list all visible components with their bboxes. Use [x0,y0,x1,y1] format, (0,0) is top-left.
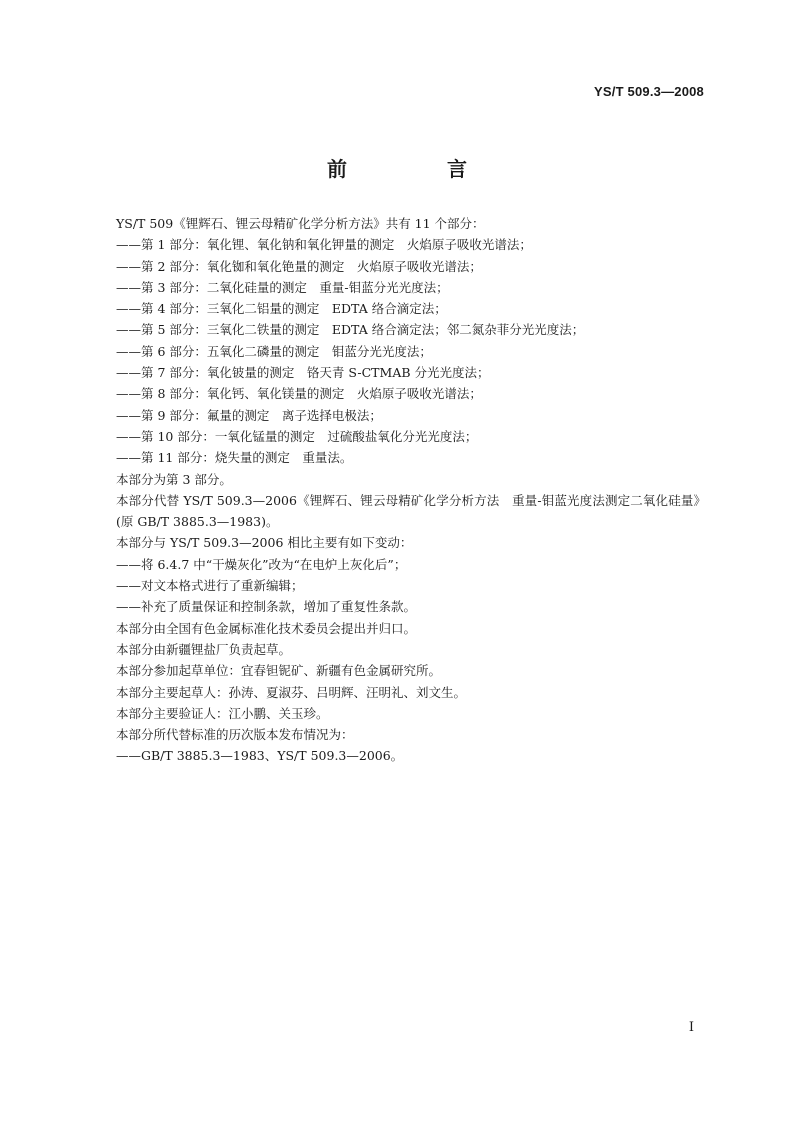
list-item: ——第 10 部分：一氧化锰量的测定 过硫酸盐氧化分光光度法； [116,428,478,444]
list-item: ——第 5 部分：三氧化二铁量的测定 EDTA 络合滴定法；邻二氮杂菲分光光度法； [116,322,585,338]
paragraph: YS/T 509《锂辉石、锂云母精矿化学分析方法》共有 11 个部分： [116,216,485,231]
list-item: ——对文本格式进行了重新编辑； [116,578,304,594]
paragraph: 本部分主要起草人：孙涛、夏淑芬、吕明辉、汪明礼、刘文生。 [116,684,467,700]
list-item: ——将 6.4.7 中“干燥灰化”改为“在电炉上灰化后”； [116,556,407,572]
paragraph: 本部分所代替标准的历次版本发布情况为： [116,727,354,743]
list-item: ——第 11 部分：烧失量的测定 重量法。 [116,450,353,466]
list-item: ——第 2 部分：氧化铷和氧化铯量的测定 火焰原子吸收光谱法； [116,258,482,274]
foreword-body [90,213,706,767]
paragraph: 本部分与 YS/T 509.3—2006 相比主要有如下变动： [116,535,413,551]
list-item: ——补充了质量保证和控制条款，增加了重复性条款。 [116,599,417,615]
paragraph: 本部分代替 YS/T 509.3—2006《锂辉石、锂云母精矿化学分析方法 重量-钼蓝光度法测定二氧化硅量》(原 GB/T 3885.3—1983)。 [116,492,706,530]
paragraph: 本部分参加起草单位：宜春钽铌矿、新疆有色金属研究所。 [116,663,442,679]
paragraph: 本部分主要验证人：江小鹏、关玉珍。 [116,705,329,721]
standard-code: YS/T 509.3—2008 [594,84,704,99]
list-item: ——第 4 部分：三氧化二铝量的测定 EDTA 络合滴定法； [116,301,447,317]
list-item: ——第 7 部分：氧化铍量的测定 铬天青 S-CTMAB 分光光度法； [116,365,490,381]
page-title: 前 言 [327,157,507,181]
list-item: ——第 9 部分：氟量的测定 离子选择电极法； [116,407,382,423]
list-item: ——第 8 部分：氧化钙、氧化镁量的测定 火焰原子吸收光谱法； [116,386,482,402]
list-item: ——第 6 部分：五氧化二磷量的测定 钼蓝分光光度法； [116,343,432,359]
paragraph: 本部分由新疆锂盐厂负责起草。 [116,641,292,657]
page-number: I [688,1020,694,1035]
list-item: ——GB/T 3885.3—1983、YS/T 509.3—2006。 [116,748,404,764]
paragraph: 本部分由全国有色金属标准化技术委员会提出并归口。 [116,620,417,636]
paragraph: 本部分为第 3 部分。 [116,471,232,487]
list-item: ——第 1 部分：氧化锂、氧化钠和氧化钾量的测定 火焰原子吸收光谱法； [116,237,532,253]
list-item: ——第 3 部分：二氧化硅量的测定 重量-钼蓝分光光度法； [116,279,449,295]
